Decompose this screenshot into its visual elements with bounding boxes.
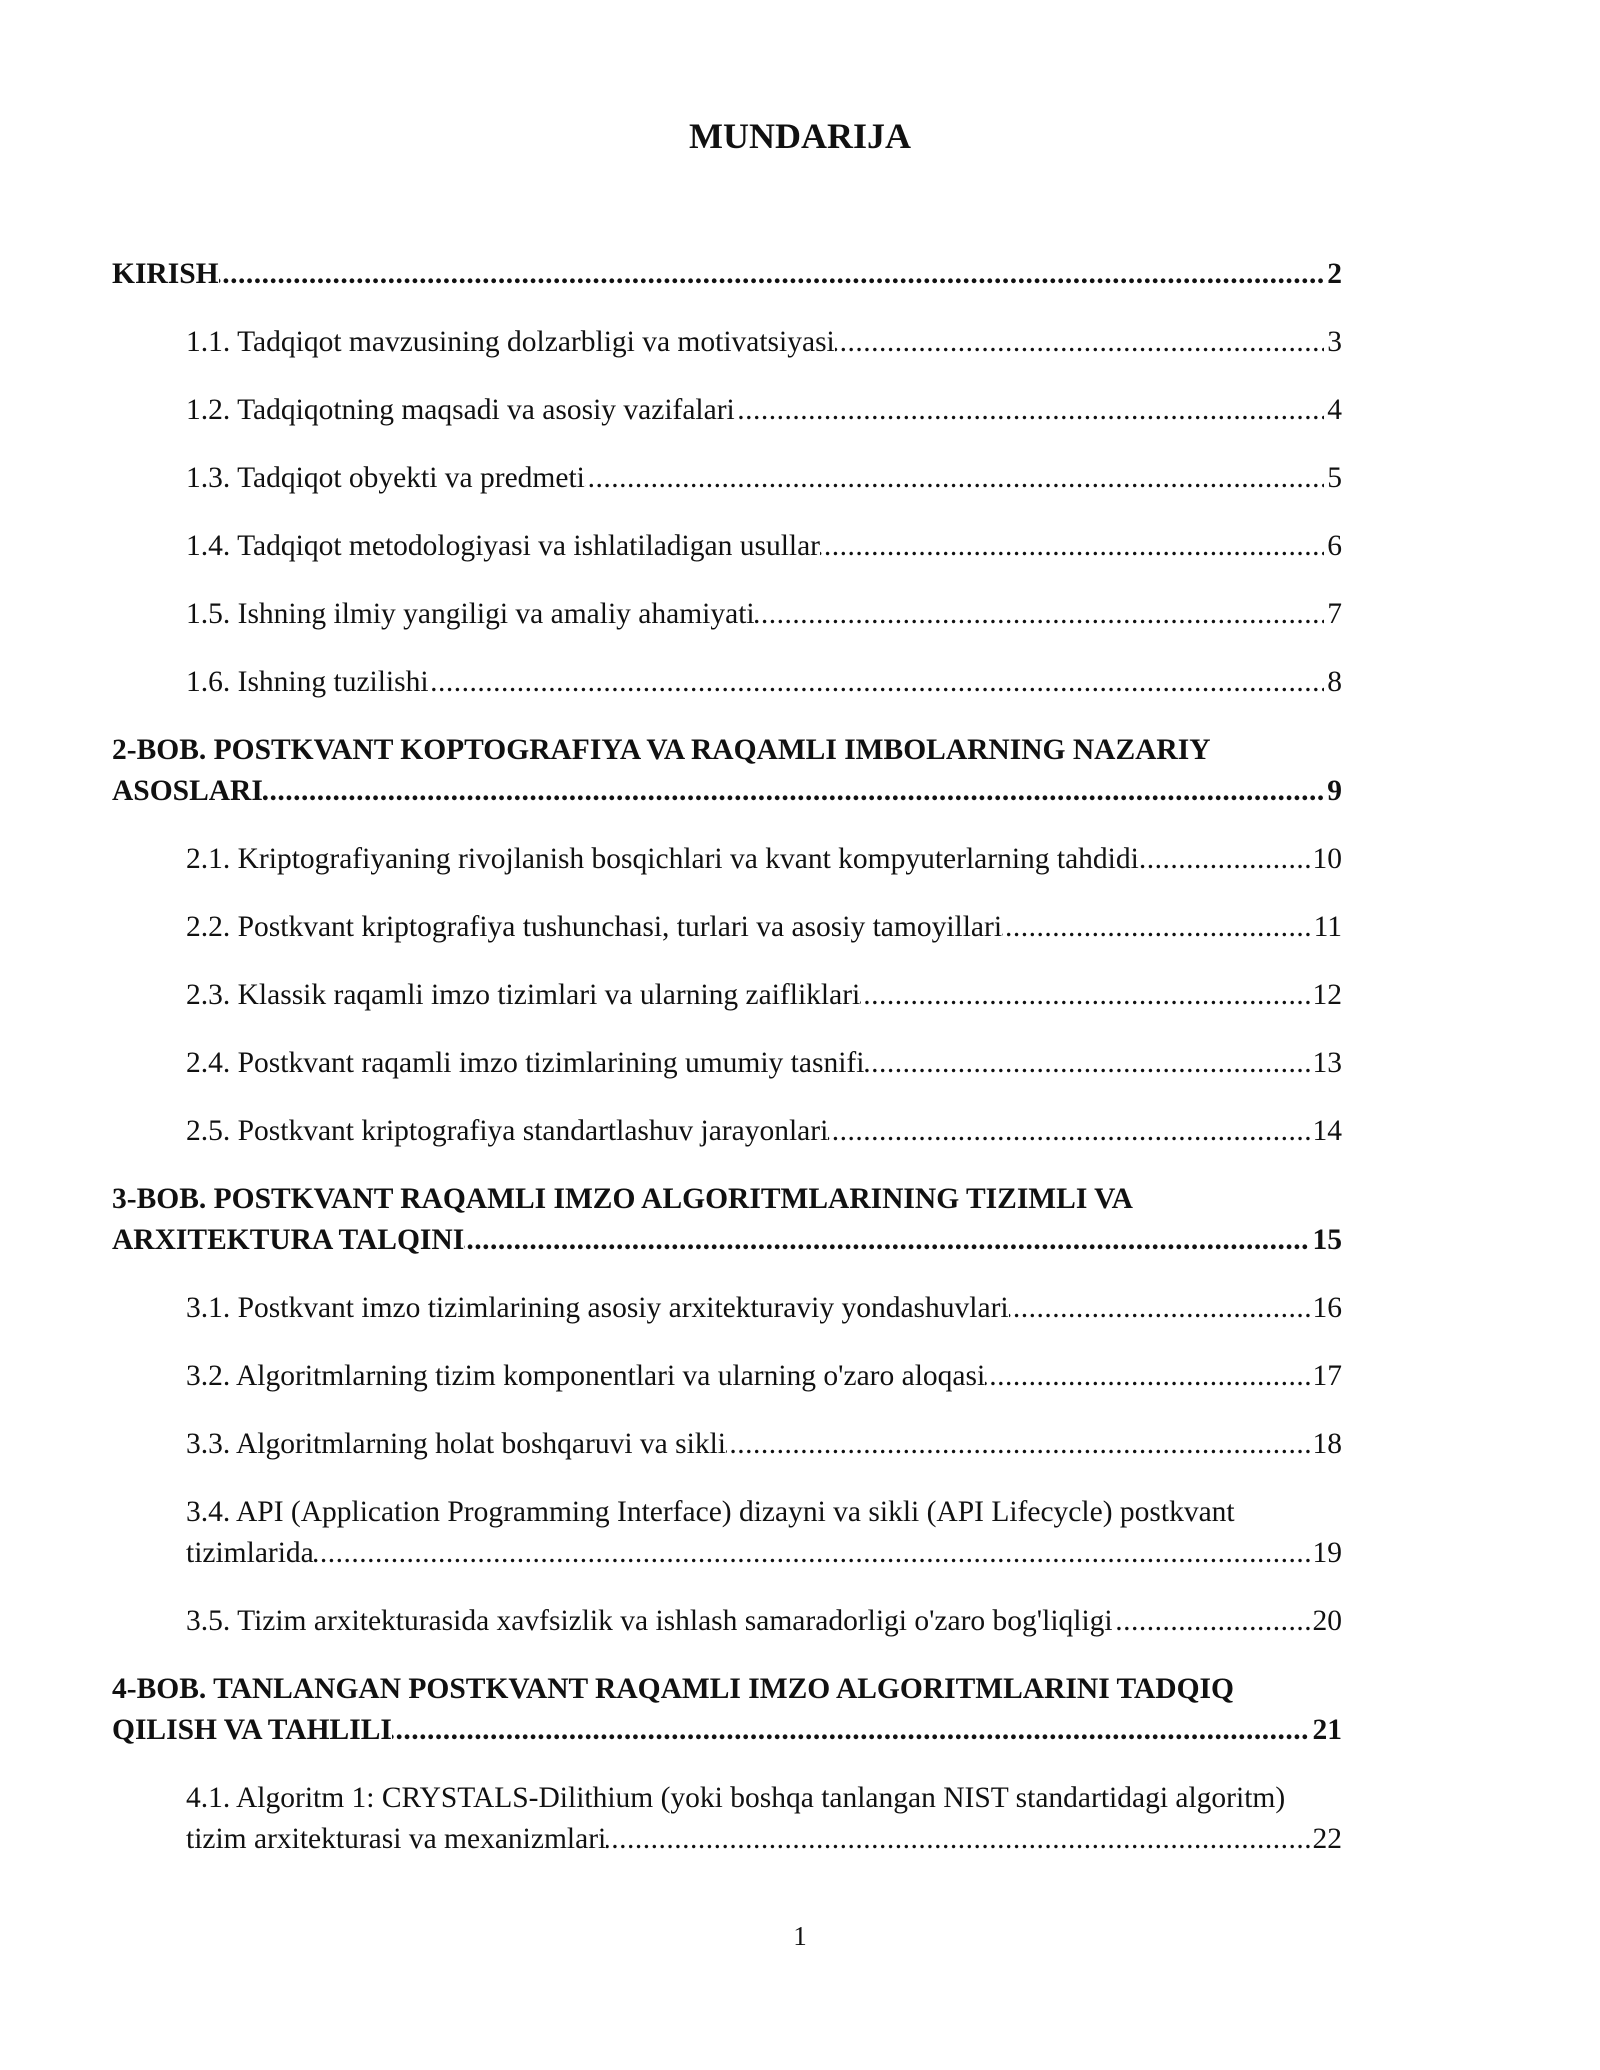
toc-entry-page: 12 xyxy=(1310,975,1343,1016)
toc-entry-1-2[interactable] xyxy=(186,390,1342,431)
toc-entry-title: 3.4. API (Application Programming Interface) dizayni va sikli (API Lifecycle) postkvant tizimlarida xyxy=(186,1496,1235,1569)
toc-entry-title: 4-BOB. TANLANGAN POSTKVANT RAQAMLI IMZO ALGORITMLARINI TADQIQ QILISH VA TAHLILI xyxy=(112,1673,1234,1746)
toc-entry-page: 2 xyxy=(1324,254,1342,295)
table-of-contents xyxy=(112,254,1342,1887)
toc-entry-1-1[interactable] xyxy=(186,322,1342,363)
toc-entry-3-2[interactable] xyxy=(186,1356,1342,1397)
toc-entry-title: 1.2. Tadqiqotning maqsadi va asosiy vazifalari xyxy=(186,394,735,426)
toc-entry-title: 2.3. Klassik raqamli imzo tizimlari va ularning zaifliklari xyxy=(186,979,861,1011)
toc-entry-3-5[interactable] xyxy=(186,1601,1342,1642)
toc-entry-3-4[interactable] xyxy=(186,1492,1342,1574)
toc-entry-page: 4 xyxy=(1324,390,1342,431)
toc-entry-page: 22 xyxy=(1310,1819,1343,1860)
toc-entry-title: 2.2. Postkvant kriptografiya tushunchasi, turlari va asosiy tamoyillari xyxy=(186,911,1003,943)
toc-entry-page: 3 xyxy=(1324,322,1342,363)
toc-entry-2-1[interactable] xyxy=(186,839,1342,880)
toc-entry-page: 17 xyxy=(1310,1356,1343,1397)
toc-entry-title: 3-BOB. POSTKVANT RAQAMLI IMZO ALGORITMLARINING TIZIMLI VA ARXITEKTURA TALQINI xyxy=(112,1183,1133,1256)
toc-entry-3-3[interactable] xyxy=(186,1424,1342,1465)
toc-entry-title: 3.3. Algoritmlarning holat boshqaruvi va sikli xyxy=(186,1428,726,1460)
toc-entry-page: 20 xyxy=(1310,1601,1343,1642)
toc-entry-page: 18 xyxy=(1310,1424,1343,1465)
toc-entry-title: 3.1. Postkvant imzo tizimlarining asosiy arxitekturaviy yondashuvlari xyxy=(186,1292,1009,1324)
toc-entry-2-4[interactable] xyxy=(186,1043,1342,1084)
toc-entry-kirish[interactable] xyxy=(112,254,1342,295)
toc-entry-page: 6 xyxy=(1324,526,1342,567)
toc-entry-title: 1.4. Tadqiqot metodologiyasi va ishlatiladigan usullar xyxy=(186,530,821,562)
toc-entry-page: 13 xyxy=(1310,1043,1343,1084)
toc-entry-page: 10 xyxy=(1310,839,1343,880)
toc-entry-title: KIRISH xyxy=(112,258,219,290)
toc-entry-title: 1.3. Tadqiqot obyekti va predmeti xyxy=(186,462,585,494)
toc-entry-chapter-4[interactable] xyxy=(112,1669,1342,1751)
page-number: 1 xyxy=(793,1921,807,1951)
toc-entry-page: 5 xyxy=(1324,458,1342,499)
toc-entry-3-1[interactable] xyxy=(186,1288,1342,1329)
toc-entry-page: 8 xyxy=(1324,662,1342,703)
toc-entry-title: 2.5. Postkvant kriptografiya standartlashuv jarayonlari xyxy=(186,1115,829,1147)
page-title: MUNDARIJA xyxy=(689,116,911,156)
toc-entry-title: 1.5. Ishning ilmiy yangiligi va amaliy ahamiyati xyxy=(186,598,755,630)
toc-entry-page: 7 xyxy=(1324,594,1342,635)
toc-entry-page: 15 xyxy=(1310,1220,1343,1261)
toc-entry-page: 21 xyxy=(1310,1710,1343,1751)
toc-entry-page: 9 xyxy=(1324,771,1342,812)
toc-entry-title: 2.1. Kriptografiyaning rivojlanish bosqichlari va kvant kompyuterlarning tahdidi xyxy=(186,843,1139,875)
toc-entry-title: 1.1. Tadqiqot mavzusining dolzarbligi va motivatsiyasi xyxy=(186,326,835,358)
toc-entry-title: 3.5. Tizim arxitekturasida xavfsizlik va ishlash samaradorligi o'zaro bog'liqligi xyxy=(186,1605,1113,1637)
toc-entry-title: 3.2. Algoritmlarning tizim komponentlari va ularning o'zaro aloqasi xyxy=(186,1360,986,1392)
toc-entry-page: 14 xyxy=(1310,1111,1343,1152)
toc-entry-title: 2-BOB. POSTKVANT KOPTOGRAFIYA VA RAQAMLI IMBOLARNING NAZARIY ASOSLARI xyxy=(112,734,1211,807)
toc-entry-page: 11 xyxy=(1311,907,1342,948)
toc-entry-1-3[interactable] xyxy=(186,458,1342,499)
toc-entry-chapter-3[interactable] xyxy=(112,1179,1342,1261)
toc-entry-1-4[interactable] xyxy=(186,526,1342,567)
toc-entry-title: 4.1. Algoritm 1: CRYSTALS-Dilithium (yoki boshqa tanlangan NIST standartidagi algoritm) tizim arxitekturasi va mexanizmlari xyxy=(186,1782,1286,1855)
toc-entry-2-5[interactable] xyxy=(186,1111,1342,1152)
toc-entry-4-1[interactable] xyxy=(186,1778,1342,1860)
toc-entry-title: 1.6. Ishning tuzilishi xyxy=(186,666,429,698)
toc-entry-page: 16 xyxy=(1310,1288,1343,1329)
toc-entry-title: 2.4. Postkvant raqamli imzo tizimlarining umumiy tasnifi xyxy=(186,1047,865,1079)
toc-entry-chapter-2[interactable] xyxy=(112,730,1342,812)
toc-entry-2-2[interactable] xyxy=(186,907,1342,948)
toc-entry-page: 19 xyxy=(1310,1533,1343,1574)
toc-entry-1-6[interactable] xyxy=(186,662,1342,703)
toc-entry-1-5[interactable] xyxy=(186,594,1342,635)
toc-entry-2-3[interactable] xyxy=(186,975,1342,1016)
